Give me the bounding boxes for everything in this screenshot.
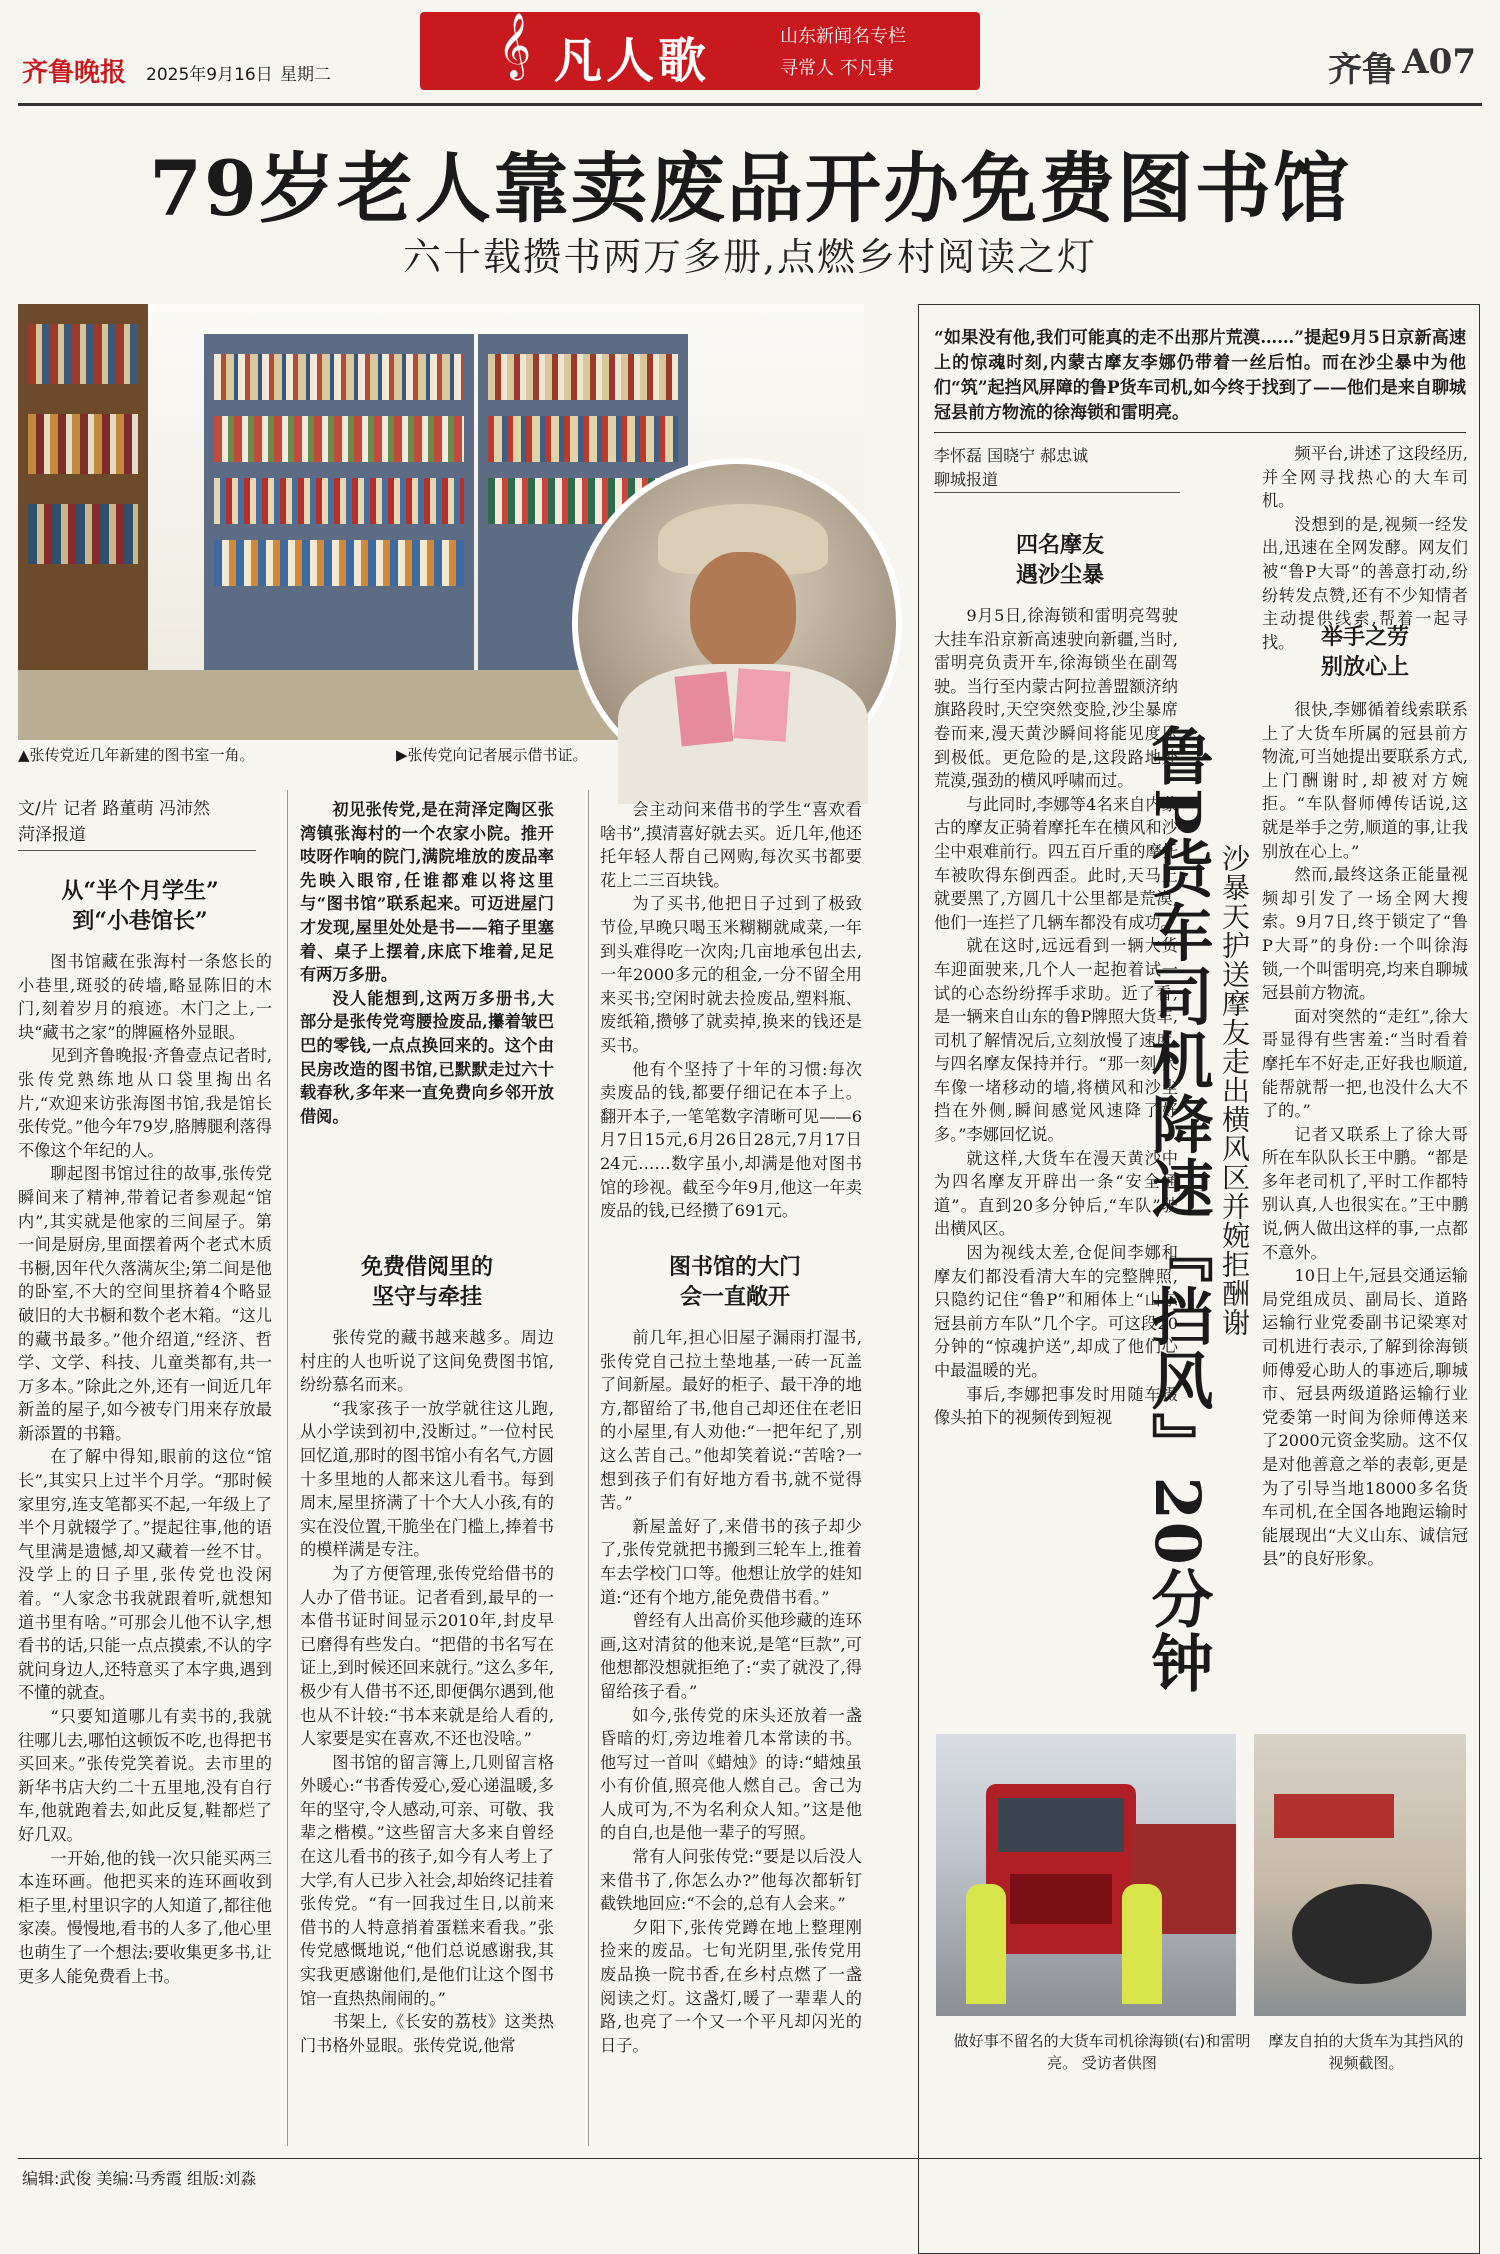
paragraph: 事后,李娜把事发时用随车摄像头拍下的视频传到短视	[934, 1384, 1178, 1428]
paragraph: 9月5日,徐海锁和雷明亮驾驶大挂车沿京新高速驶向新疆,当时,雷明亮负责开车,徐海锁坐在副驾驶。当行至内蒙古阿拉善盟额济纳旗路段时,天空突然变脸,沙尘暴席卷而来,漫天黄沙瞬间将能见度压到极低。更危险的是,这段路地处荒漠,强劲的横风呼啸而过。	[934, 606, 1178, 791]
vertical-subhead: 沙暴天护送摩友走出横风区并婉拒酬谢	[1218, 844, 1251, 1337]
photo-caption: ▶张传党向记者展示借书证。	[396, 746, 588, 764]
paragraph: 图书馆的留言簿上,几则留言格外暖心:“书香传爱心,爱心递温暖,多年的坚守,令人感动,可亲、可敬、我辈之楷模。”这些留言大多来自曾经在这儿看书的孩子,如今有人考上了大学,有人已步入社会,却始终记挂着张传党。“有一回我过生日,以前来借书的人特意捎着蛋糕来看我。”张传党感慨地说,“他们总说感谢我,其实我更感谢他们,是他们让这个图书馆一直热热闹闹的。”	[300, 1752, 554, 2008]
paragraph: 然而,最终这条正能量视频却引发了一场全网大搜索。9月7日,终于锁定了“鲁P大哥”的身份:一个叫徐海锁,一个叫雷明亮,均来自聊城冠县前方物流。	[1262, 865, 1468, 1003]
music-clef-icon: 𝄞	[498, 13, 532, 78]
paragraph: 10日上午,冠县交通运输局党组成员、副局长、道路运输行业党委副书记梁寒对司机进行表示,了解到徐海锁师傅爱心助人的事迹后,聊城市、冠县两级道路运输行业党委第一时间为徐师傅送来了2000元资金奖励。这不仅是对他善意之举的表彰,更是为了引导当地18000多名货车司机,在全国各地跑运输时能展现出“大义山东、诚信冠县”的良好形象。	[1262, 1266, 1468, 1569]
paragraph: 前几年,担心旧屋子漏雨打湿书,张传党自己拉土垫地基,一砖一瓦盖了间新屋。最好的柜子、最干净的地方,都留给了书,他自己却还住在老旧的小屋里,有人劝他:“一把年纪了,别这么苦自己。”他却笑着说:“苦啥?一想到孩子们有好地方看书,就不觉得苦。”	[600, 1328, 862, 1513]
article-column	[18, 950, 272, 2144]
paragraph: “我家孩子一放学就往这儿跑,从小学读到初中,没断过。”一位村民回忆道,那时的图书馆小有名气,方圆十多里地的人都来这儿看书。每到周末,屋里挤满了十个大人小孩,有的实在没位置,干脆坐在门槛上,捧着书的模样满是专注。	[300, 1398, 554, 1560]
paragraph: 在了解中得知,眼前的这位“馆长”,其实只上过半个月学。“那时候家里穷,连支笔都买不起,一年级上了半个月就辍学了。”提起往事,他的语气里满是遗憾,却又藏着一丝不甘。没学上的日子里,张传党也没闲着。“人家念书我就跟着听,就想知道书里有啥。”可那会儿他不认字,想看书的话,只能一点点摸索,不认的字就问身边人,还特意买了本字典,遇到不懂的就查。	[18, 1447, 272, 1703]
paragraph: 常有人问张传党:“要是以后没人来借书了,你怎么办?”他每次都斩钉截铁地回应:“不会的,总有人会来。”	[600, 1847, 862, 1914]
video-screenshot-photo	[1254, 1734, 1466, 2016]
photo-caption: ▲张传党近几年新建的图书室一角。	[18, 746, 255, 764]
paragraph: 张传党的藏书越来越多。周边村庄的人也听说了这间免费图书馆,纷纷慕名而来。	[300, 1328, 554, 1395]
box-rule	[934, 432, 1466, 433]
paragraph: “只要知道哪儿有卖书的,我就往哪儿去,哪怕这顿饭不吃,也得把书买回来。”张传党笑着说。去市里的新华书店大约二十五里地,没有自行车,他就跑着去,如此反复,鞋都烂了好几双。	[18, 1707, 272, 1844]
paragraph: 书架上,《长安的荔枝》这类热门书格外显眼。张传党说,他常	[300, 2012, 554, 2055]
column-tagline: 寻常人 不凡事	[780, 58, 894, 79]
section-heading: 举手之劳 别放心上	[1320, 624, 1409, 680]
article-lead: “如果没有他,我们可能真的走不出那片荒漠……”提起9月5日京新高速上的惊魂时刻,内蒙古摩友李娜仍带着一丝后怕。而在沙尘暴中为他们“筑”起挡风屏障的鲁P货车司机,如今终于找到了——他们是来自聊城冠县前方物流的徐海锁和雷明亮。	[934, 328, 1466, 423]
article-column	[300, 1326, 554, 2144]
paragraph: 就这样,大货车在漫天黄沙中为四名摩友开辟出一条“安全通道”。直到20多分钟后,“车队”驶出横风区。	[934, 1148, 1178, 1239]
paragraph: 面对突然的“走红”,徐大哥显得有些害羞:“当时看着摩托车不好走,正好我也顺道,能帮就帮一把,也没什么大不了的。”	[1262, 1006, 1468, 1121]
vertical-headline: 鲁P货车司机降速『挡风』20分钟	[1141, 724, 1214, 1695]
paragraph: 没人能想到,这两万多册书,大部分是张传党弯腰捡废品,攥着皱巴巴的零钱,一点点换回来的。这个由民房改造的图书馆,已默默走过六十载春秋,多年来一直免费向乡邻开放借阅。	[300, 988, 554, 1126]
column-title: 凡人歌	[554, 33, 711, 89]
library-card-image	[674, 671, 733, 746]
column-banner	[420, 12, 980, 90]
paragraph: 没想到的是,视频一经发出,迅速在全网发酵。网友们被“鲁P大哥”的善意打动,纷纷转发点赞,还有不少知情者主动提供线索,帮着一起寻找。	[1262, 514, 1468, 652]
page-headline: 79岁老人靠卖废品开办免费图书馆	[149, 144, 1351, 233]
article-column	[600, 1326, 862, 2144]
truck-drivers-photo	[936, 1734, 1236, 2016]
paragraph: 会主动问来借书的学生“喜欢看啥书”,摸清喜好就去买。近几年,他还托年轻人帮自己网购,每次买书都要花上二三百块钱。	[600, 800, 862, 890]
paragraph: 一开始,他的钱一次只能买两三本连环画。他把买来的连环画收到柜子里,村里识字的人知道了,都往他家凑。慢慢地,看书的人多了,他心里也萌生了一个想法:要收集更多书,让更多人能免费看上书。	[18, 1848, 272, 1986]
paragraph: 见到齐鲁晚报·齐鲁壹点记者时,张传党熟练地从口袋里掏出名片,“欢迎来访张海图书馆,我是馆长张传党。”他今年79岁,胳膊腿利落得不像这个年纪的人。	[18, 1046, 272, 1160]
article-lead-column	[300, 798, 554, 1190]
paragraph: 很快,李娜循着线索联系上了大货车所属的冠县前方物流,可当她提出要联系方式,上门酬谢时,却被对方婉拒。“车队督师傅传话说,这就是举手之劳,顺道的事,让我别放在心上。”	[1262, 700, 1468, 861]
page-subhead: 六十载攒书两万多册,点燃乡村阅读之灯	[402, 235, 1098, 279]
paragraph: 就在这时,远远看到一辆大货车迎面驶来,几个人一起抱着试一试的心态纷纷挥手求助。近了看,是一辆来自山东的鲁P牌照大货车,司机了解情况后,立刻放慢了速度,与四名摩友保持并行。“那一刻,大车像一堵移动的墙,将横风和沙尘挡在外侧,瞬间感觉风速降了好多。”李娜回忆说。	[934, 936, 1178, 1145]
section-heading: 四名摩友 遇沙尘暴	[1015, 532, 1104, 588]
column-subtitle: 山东新闻名专栏	[780, 26, 906, 47]
paragraph: 频平台,讲述了这段经历,并全网寻找热心的大车司机。	[1262, 444, 1468, 511]
byline-rule	[18, 850, 256, 851]
issue-weekday: 星期二	[280, 65, 331, 85]
masthead	[18, 12, 1482, 112]
masthead-rule	[18, 103, 1482, 106]
footer-rule	[18, 2158, 1482, 2159]
paragraph: 因为视线太差,仓促间李娜和摩友们都没看清大车的完整牌照,只隐约记住“鲁P”和厢体上“山东冠县前方车队”几个字。可这段20分钟的“惊魂护送”,却成了他们心中最温暖的光。	[934, 1243, 1178, 1380]
paragraph: 聊起图书馆过往的故事,张传党瞬间来了精神,带着记者参观起“馆内”,其实就是他家的三间屋子。第一间是厨房,里面摆着两个老式木质书橱,因年代久落满灰尘;第二间是他的卧室,不大的空间里挤着4个略显破旧的大书橱和数个老木箱。“这儿的藏书最多。”他介绍道,“经济、哲学、文学、科技、儿童类都有,共一万多本。”除此之外,还有一间近几年新盖的屋子,如今被专门用来存放最新添置的书籍。	[18, 1164, 272, 1443]
photo-caption: 做好事不留名的大货车司机徐海锁(右)和雷明亮。 受访者供图	[953, 2032, 1251, 2072]
paragraph: 与此同时,李娜等4名来自内蒙古的摩友正骑着摩托车在横风和沙尘中艰难前行。四五百斤重的摩托车被吹得东倒西歪。此时,天马上就要黑了,方圆几十公里都是荒漠,他们一连拦了几辆车都没有成功。	[934, 794, 1178, 932]
article-column	[1262, 698, 1468, 1696]
byline: 文/片 记者 路董萌 冯沛然 菏泽报道	[18, 799, 210, 845]
section-heading: 图书馆的大门 会一直敞开	[668, 1254, 801, 1310]
issue-date: 2025年9月16日	[146, 65, 273, 85]
paragraph: 记者又联系上了徐大哥所在车队队长王中鹏。“都是多年老司机了,平时工作都特别认真,人也很实在。”王中鹏说,俩人做出这样的事,一点都不意外。	[1262, 1124, 1468, 1262]
section-heading: 免费借阅里的 坚守与牵挂	[360, 1254, 493, 1310]
paragraph: 初见张传党,是在菏泽定陶区张湾镇张海村的一个农家小院。推开吱呀作响的院门,满院堆放的废品率先映入眼帘,任谁都难以将这里与“图书馆”联系起来。可迈进屋门才发现,屋里处处是书——箱子里塞着、桌子上摆着,床底下堆着,足足有两万多册。	[300, 800, 554, 985]
article-column	[600, 798, 862, 1236]
paragraph: 如今,张传党的床头还放着一盏昏暗的灯,旁边堆着几本常读的书。他写过一首叫《蜡烛》的诗:“蜡烛虽小有价值,照亮他人燃自己。舍己为人成可为,不为名利众人知。”这是他的自白,也是他一辈子的写照。	[600, 1705, 862, 1843]
elder-portrait-photo	[572, 458, 902, 788]
byline: 李怀磊 国晓宁 郝忠诚 聊城报道	[934, 446, 1089, 489]
paragraph: 他有个坚持了十年的习惯:每次卖废品的钱,都要仔细记在本子上。翻开本子,一笔笔数字清晰可见——6月7日15元,6月26日28元,7月17日24元……数字虽小,却满是他对图书馆的珍视。截至今年9月,他这一年卖废品的钱,已经攒了691元。	[600, 1059, 862, 1221]
column-divider	[588, 790, 589, 2146]
paper-name: 齐鲁晚报	[22, 58, 127, 88]
section-heading: 从“半个月学生” 到“小巷馆长”	[61, 878, 219, 934]
paragraph: 曾经有人出高价买他珍藏的连环画,这对清贫的他来说,是笔“巨款”,可他想都没想就拒绝了:“卖了就没了,得留给孩子看。”	[600, 1611, 862, 1701]
paragraph: 为了方便管理,张传党给借书的人办了借书证。记者看到,最早的一本借书证时间显示2010年,封皮早已磨得有些发白。“把借的书名写在证上,到时候还回来就行。”这么多年,极少有人借书不还,即便偶尔遇到,他也从不计较:“书本来就是给人看的,人家要是实在喜欢,不还也没啥。”	[300, 1563, 554, 1749]
paragraph: 新屋盖好了,来借书的孩子却少了,张传党就把书搬到三轮车上,推着车去学校门口等。他想让放学的娃知道:“还有个地方,能免费借书看。”	[600, 1516, 862, 1607]
photo-caption: 摩友自拍的大货车为其挡风的视频截图。	[1268, 2032, 1464, 2072]
page-section: 齐鲁	[1328, 50, 1396, 90]
paragraph: 图书馆藏在张海村一条悠长的小巷里,斑驳的砖墙,略显陈旧的木门,刻着岁月的痕迹。木门之上,一块“藏书之家”的牌匾格外显眼。	[18, 952, 272, 1042]
paragraph: 夕阳下,张传党蹲在地上整理刚捡来的废品。七旬光阴里,张传党用废品换一院书香,在乡村点燃了一盏阅读之灯。这盏灯,暖了一辈辈人的路,也亮了一个又一个平凡却闪光的日子。	[600, 1917, 862, 2055]
page-number: A07	[1402, 42, 1476, 82]
editor-credits: 编辑:武俊 美编:马秀霞 组版:刘淼	[22, 2169, 257, 2188]
column-divider	[287, 790, 288, 2146]
paragraph: 为了买书,他把日子过到了极致节俭,早晚只喝玉米糊糊就咸菜,一年到头难得吃一次肉;几亩地承包出去,一年2000多元的租金,一分不留全用来买书;空闲时就去捡废品,塑料瓶、废纸箱,攒够了就卖掉,换来的钱还是买书。	[600, 894, 862, 1055]
byline-rule	[934, 492, 1180, 493]
